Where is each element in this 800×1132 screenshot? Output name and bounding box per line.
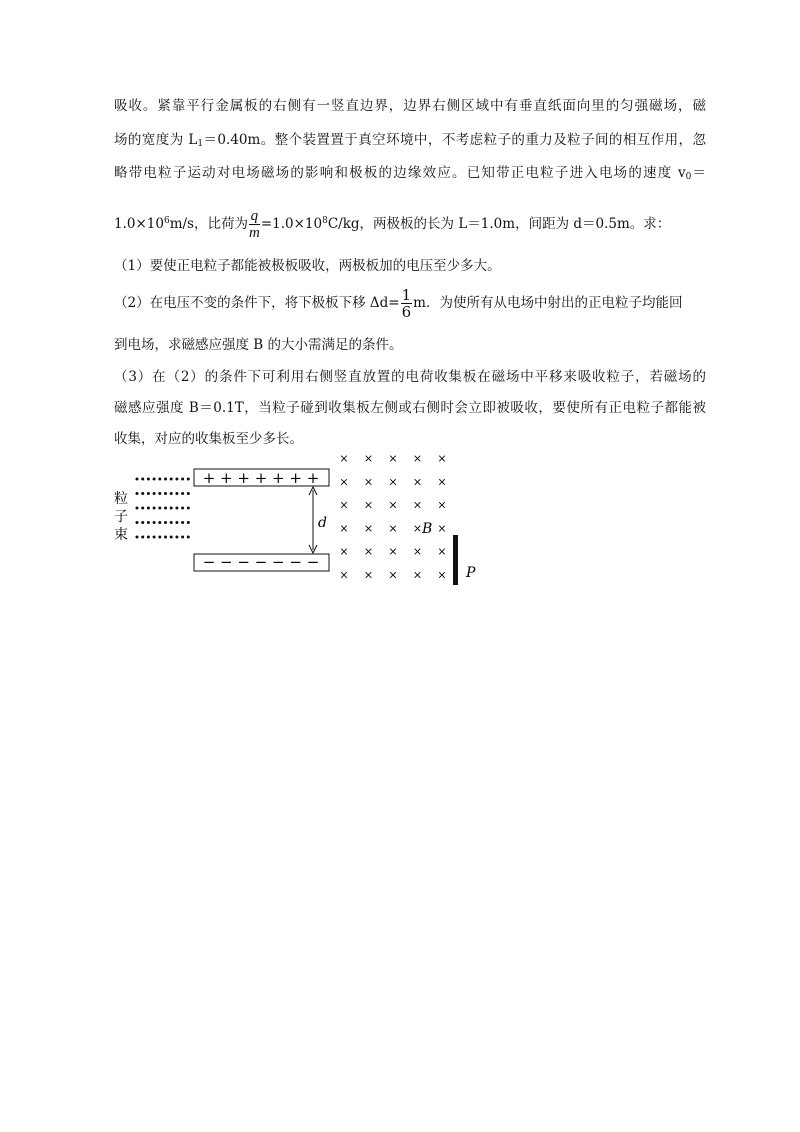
beam-dot (136, 492, 139, 495)
beam-dot (147, 521, 150, 524)
beam-dot (158, 507, 161, 510)
beam-dot (164, 478, 167, 481)
beam-dot (164, 521, 167, 524)
question-3-line-1: （3）在（2）的条件下可利用右侧竖直放置的电荷收集板在磁场中平移来吸收粒子，若磁场的 (114, 369, 706, 385)
field-cross-mark: × (339, 545, 349, 559)
intro-line-2: 场的宽度为 $L_1=0.40m$。整个装置置于真空环境中，不考虑粒子的重力及粒子间的相互作用，忽 (114, 132, 706, 149)
beam-dot (158, 478, 161, 481)
field-cross-mark: × (412, 452, 423, 465)
beam-dot (153, 492, 156, 495)
beam-dot (187, 478, 190, 481)
field-cross-mark: × (412, 545, 423, 559)
question-2-line-1: （2）在电压不变的条件下，将下极板下移 Δd= $\frac{1}{6}$ m．为使所有从电场中射出的正电粒子均能回 (114, 286, 683, 321)
top-plate-signs: + + + + + + + (202, 469, 320, 487)
beam-dot (141, 536, 144, 539)
collector-label-p: P (466, 565, 476, 581)
gap-label-d: d (318, 515, 327, 531)
beam-dot (175, 492, 178, 495)
field-cross-mark: × (412, 521, 423, 535)
beam-dot (153, 507, 156, 510)
beam-dot (158, 536, 161, 539)
beam-dot (170, 507, 173, 510)
field-cross-mark: × (363, 568, 374, 582)
beam-dot (170, 478, 173, 481)
beam-dot (147, 492, 150, 495)
field-cross-mark: × (437, 498, 447, 512)
particle-beam-dots (136, 478, 190, 539)
beam-dot (153, 478, 156, 481)
beam-dot (181, 521, 184, 524)
field-cross-mark: × (339, 568, 349, 582)
field-cross-mark: × (363, 475, 374, 489)
beam-dot (147, 507, 150, 510)
question-2-line-2: 到电场，求磁感应强度 B 的大小需满足的条件。 (114, 337, 403, 353)
field-cross-mark: × (339, 475, 349, 489)
field-cross-mark: × (388, 545, 398, 559)
field-label-b: B (422, 521, 433, 537)
beam-dot (181, 478, 184, 481)
field-cross-mark: × (339, 498, 349, 512)
collector-plate (453, 535, 458, 585)
beam-dot (175, 478, 178, 481)
beam-dot (136, 478, 139, 481)
field-cross-mark: × (363, 545, 374, 559)
beam-dot (141, 507, 144, 510)
field-cross-mark: × (388, 521, 398, 535)
beam-dot (187, 492, 190, 495)
intro-line-3: 略带电粒子运动对电场磁场的影响和极板的边缘效应。已知带正电粒子进入电场的速度 $v_0=$ (114, 165, 707, 182)
question-3-line-3: 收集，对应的收集板至少多长。 (114, 431, 303, 447)
beam-dot (158, 521, 161, 524)
beam-dot (141, 492, 144, 495)
beam-dot (153, 521, 156, 524)
beam-label-char: 子 (114, 509, 128, 525)
question-1: （1）要使正电粒子都能被极板吸收，两极板加的电压至少多大。 (114, 258, 501, 274)
delta-d-fraction: $\frac{1}{6}$ (401, 286, 412, 321)
beam-dot (175, 536, 178, 539)
question-3-line-2: 磁感应强度 B＝0.1T，当粒子碰到收集板左侧或右侧时会立即被吸收，要使所有正电粒子都能被 (114, 400, 706, 416)
beam-label-char: 粒 (114, 491, 128, 507)
field-cross-mark: × (339, 452, 349, 465)
beam-dot (164, 507, 167, 510)
bottom-plate-signs: − − − − − − − (202, 553, 320, 571)
field-cross-mark: × (437, 545, 447, 559)
beam-dot (141, 521, 144, 524)
field-cross-mark: × (363, 498, 374, 512)
beam-dot (181, 536, 184, 539)
beam-dot (164, 536, 167, 539)
beam-dot (136, 521, 139, 524)
field-cross-mark: × (412, 475, 423, 489)
beam-dot (170, 521, 173, 524)
beam-dot (136, 507, 139, 510)
beam-dot (187, 507, 190, 510)
beam-dot (164, 492, 167, 495)
beam-dot (187, 536, 190, 539)
field-cross-mark: × (437, 452, 447, 465)
beam-label-char: 束 (114, 527, 128, 543)
intro-line-1: 吸收。紧靠平行金属板的右侧有一竖直边界，边界右侧区域中有垂直纸面向里的匀强磁场，磁 (114, 98, 706, 114)
beam-dot (153, 536, 156, 539)
beam-dot (170, 536, 173, 539)
beam-dot (136, 536, 139, 539)
beam-dot (158, 492, 161, 495)
beam-dot (181, 507, 184, 510)
field-cross-mark: × (437, 521, 447, 535)
field-cross-mark: × (388, 475, 398, 489)
beam-dot (175, 507, 178, 510)
magnetic-field-marks (339, 452, 446, 582)
beam-dot (141, 478, 144, 481)
field-cross-mark: × (388, 498, 398, 512)
beam-label (114, 490, 128, 543)
field-cross-mark: × (412, 498, 423, 512)
beam-dot (181, 492, 184, 495)
beam-dot (147, 536, 150, 539)
beam-dot (170, 492, 173, 495)
field-cross-mark: × (363, 521, 374, 535)
beam-dot (147, 478, 150, 481)
beam-dot (187, 521, 190, 524)
field-cross-mark: × (437, 568, 447, 582)
beam-dot (175, 521, 178, 524)
field-cross-mark: × (388, 568, 398, 582)
field-cross-mark: × (339, 521, 349, 535)
field-cross-mark: × (437, 475, 447, 489)
field-cross-mark: × (412, 568, 423, 582)
intro-line-4: $1.0\times 10^6m/s$，比荷为 $\frac{q}{m}$ $=1.0\times 10^8C/kg$，两极板的长为 L＝1.0m，间距为 d＝0.5m。求： (114, 208, 671, 241)
field-cross-mark: × (388, 452, 398, 465)
physics-diagram (0, 440, 800, 600)
charge-mass-ratio-fraction: $\frac{q}{m}$ (248, 208, 260, 241)
plate-gap-arrow (309, 487, 317, 553)
field-cross-mark: × (363, 452, 374, 465)
